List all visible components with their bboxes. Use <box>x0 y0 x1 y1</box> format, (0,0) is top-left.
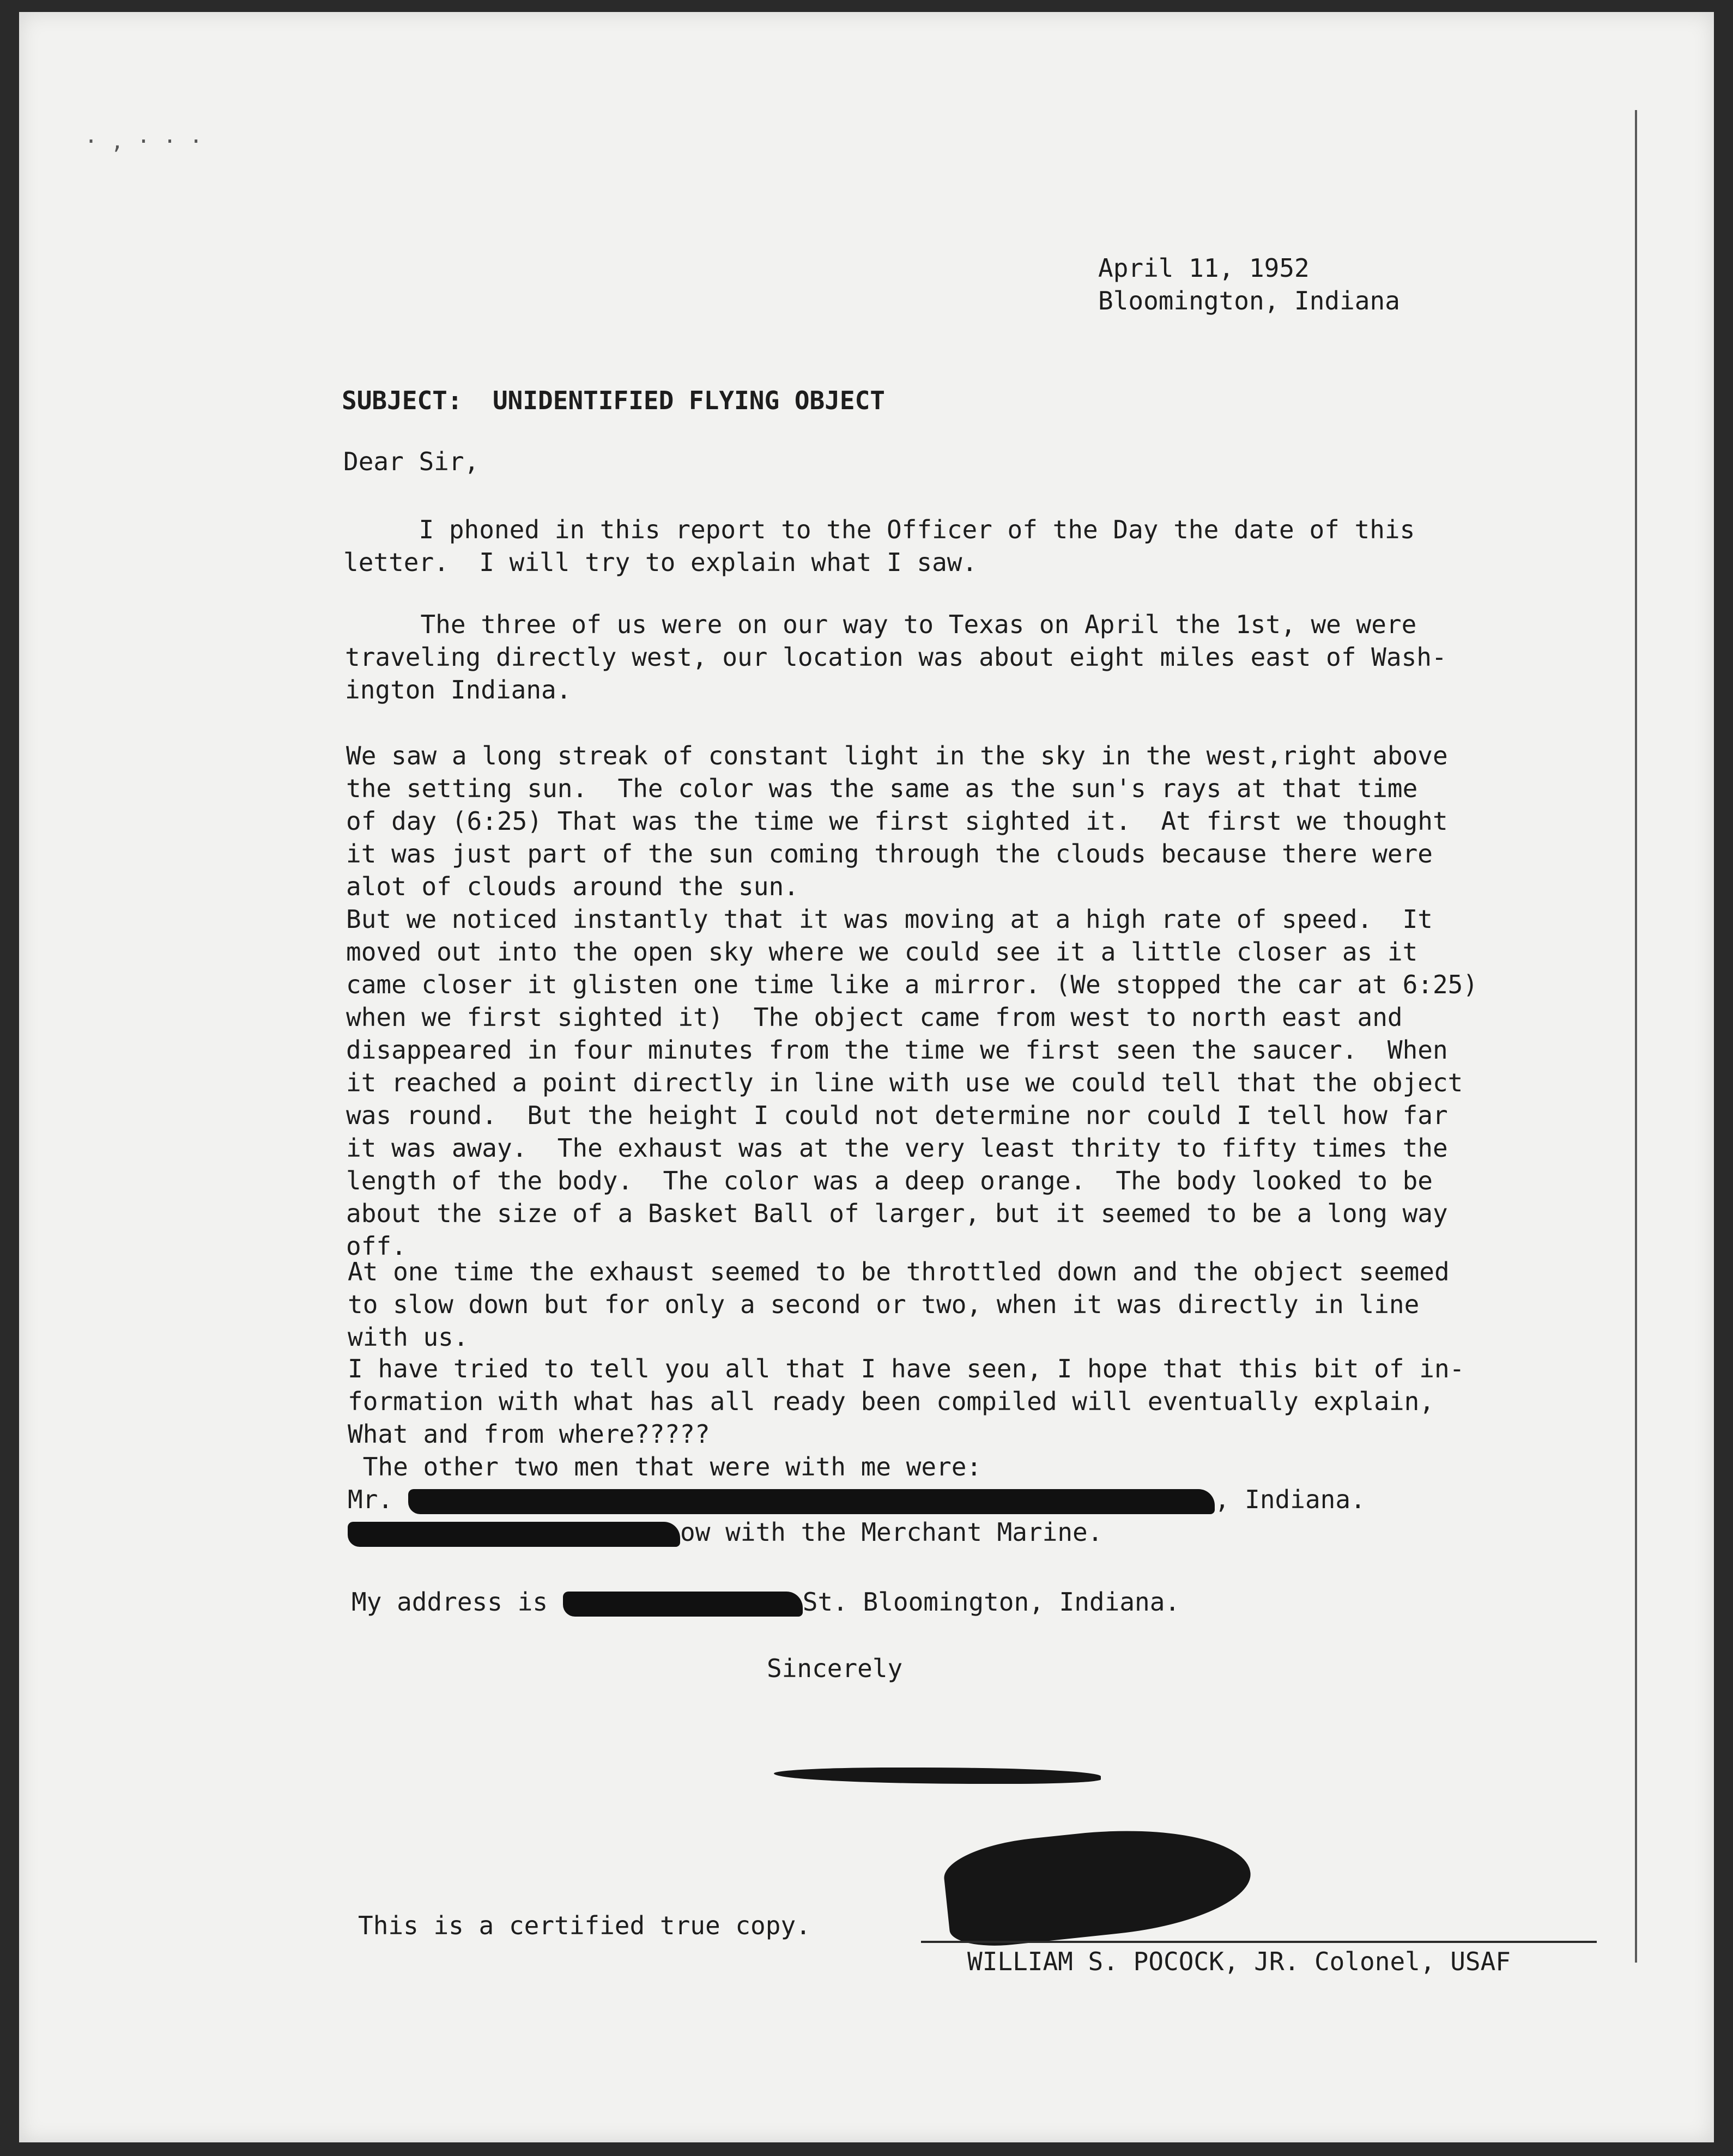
subject-line: SUBJECT: UNIDENTIFIED FLYING OBJECT <box>342 386 885 415</box>
address-line <box>352 1586 1180 1618</box>
witness-1-prefix: Mr. <box>348 1485 408 1514</box>
paragraph-5: I have tried to tell you all that I have seen, I hope that this bit of in- formation with what has all ready been compiled will eventually explain, What and from where????? <box>348 1354 1465 1449</box>
signature-line <box>921 1941 1597 1943</box>
witness-2-suffix: ow with the Merchant Marine. <box>680 1517 1103 1547</box>
certification-note: This is a certified true copy. <box>358 1911 811 1940</box>
redaction-mark <box>563 1592 803 1617</box>
paragraph-4: At one time the exhaust seemed to be throttled down and the object seemed to slow down but for only a second or two, when it was directly in line with us. <box>348 1257 1450 1352</box>
closing: Sincerely <box>767 1654 903 1683</box>
letter-place: Bloomington, Indiana <box>1098 286 1400 315</box>
paragraph-2: The three of us were on our way to Texas on April the 1st, we were traveling directly west, our location was about eight miles east of Wash- ington Indiana. <box>345 610 1447 705</box>
dateline <box>1098 252 1400 317</box>
address-suffix: St. Bloomington, Indiana. <box>802 1587 1180 1617</box>
redacted-signature <box>774 1768 1101 1784</box>
paragraph-1: I phoned in this report to the Officer of the Day the date of this letter. I will try to explain what I saw. <box>343 515 1415 577</box>
letter-date: April 11, 1952 <box>1098 253 1310 283</box>
witness-list <box>348 1450 1366 1548</box>
witness-1-suffix: , Indiana. <box>1214 1485 1366 1514</box>
salutation: Dear Sir, <box>343 447 480 476</box>
witness-intro: The other two men that were with me were: <box>348 1452 982 1481</box>
paragraph-3: We saw a long streak of constant light in the sky in the west,right above the setting sun. The color was the same as the sun's rays at that time of day (6:25) That was the time we first sighted it. At first we thought it was just part of the sun coming through the clouds because there were alot of clouds around the sun. But we noticed instantly that it was moving at a high rate of speed. It moved out into the open sky where we could see it a little closer as it came closer it glisten one time like a mirror. (We stopped the car at 6:25) when we first sighted it) The object came from west to north east and disappeared in four minutes from the time we first seen the saucer. When it reached a point directly in line with use we could tell that the object was round. But the height I could not determine nor could I tell how far it was away. The exhaust was at the very least thrity to fifty times the length of the body. The color was a deep orange. The body looked to be about the size of a Basket Ball of larger, but it seemed to be a long way off. <box>346 741 1478 1261</box>
document-page <box>19 12 1714 2142</box>
scan-speck: · , · · · <box>84 129 203 154</box>
redacted-signature <box>941 1816 1256 1951</box>
address-prefix: My address is <box>352 1587 563 1617</box>
signatory-name: WILLIAM S. POCOCK, JR. Colonel, USAF <box>967 1947 1511 1976</box>
page-edge-line <box>1635 110 1637 1963</box>
redaction-mark <box>408 1489 1215 1514</box>
redaction-mark <box>348 1522 680 1547</box>
